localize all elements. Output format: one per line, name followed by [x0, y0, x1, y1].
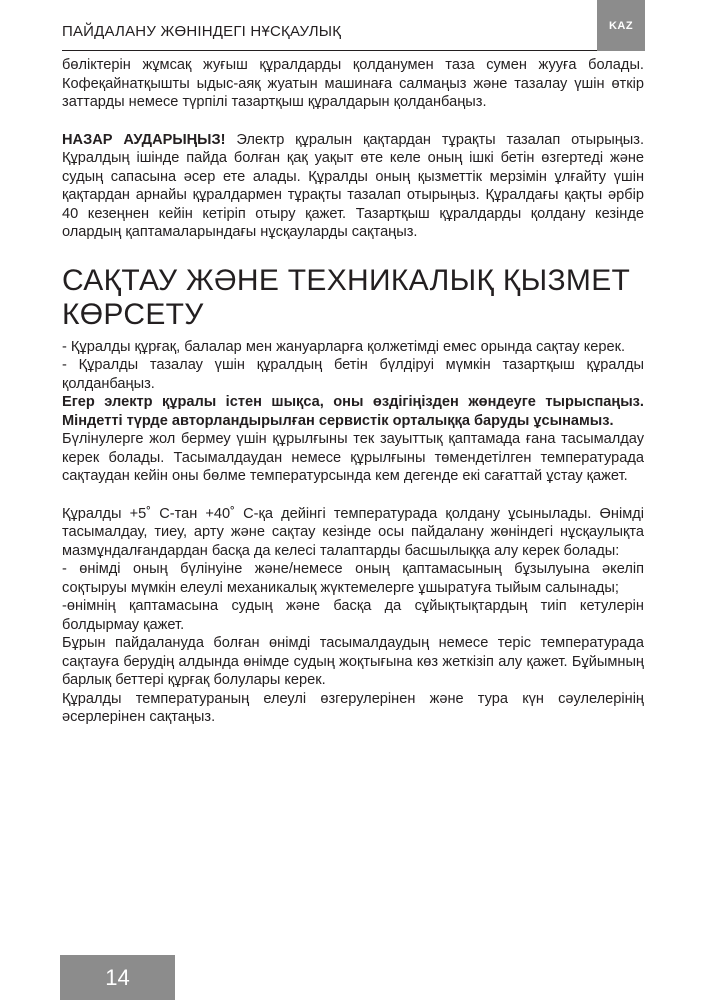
used-product-note: Бұрын пайдалануда болған өнімді тасымалдаудың немесе теріс температурада сақтауға берудің алдында өнімде судың жоқтығына көз жеткізіп алу қажет. Бұйымның барлық беттері құрғақ болулары керек. [62, 635, 644, 688]
language-tab: KAZ [597, 0, 645, 51]
requirement-2: -өнімнің қаптамасына судың және басқа да сұйықтықтардың тиіп кетулерін болдырмау қажет. [62, 598, 644, 633]
warning-label: НАЗАР АУДАРЫҢЫЗ! [62, 131, 226, 148]
repair-warning: Егер электр құралы істен шықса, оны өздігіңізден жөндеуге тырыспаңыз. Міндетті түрде авторландырылған сервистік орталыққа баруды ұсынамыз. [62, 394, 644, 429]
protection-note: Құралды температураның елеулі өзгерулерінен және тура күн сәулелерінің әсерлерінен сақтаңыз. [62, 690, 644, 725]
page-content [62, 56, 644, 727]
transport-paragraph: Бүлінулерге жол бермеу үшін құрылғыны тек зауыттық қаптамада ғана тасымалдау керек болады. Тасымалдаудан немесе құрылғыны төмендетілген температурада сақтаудан кейін оны бөлме температурсында кем дегенде екі сағаттай ұстау қажет. [62, 431, 644, 484]
temperature-paragraph: Құралды +5˚ С-тан +40˚ С-қа дейінгі температурада қолдану ұсынылады. Өнімді тасымалдау, тиеу, арту және сақтау кезінде осы пайдалану жөніндегі нұсқаулықта мазмұндалғандардан басқа да келесі талаптарды басшылыққа алу керек болады: [62, 505, 644, 559]
requirement-1: - өнімді оның бүлінуіне және/немесе оның қаптамасының бұзылуына әкеліп соқтыруы мүмкін елеулі механикалық жүктемелерге ұшыратуға тыйым салынады; [62, 561, 644, 596]
storage-item-1: - Құралды құрғақ, балалар мен жануарларға қолжетімді емес орында сақтау керек. [62, 338, 626, 355]
header-title: ПАЙДАЛАНУ ЖӨНІНДЕГІ НҰСҚАУЛЫҚ [62, 23, 342, 40]
section-title: САҚТАУ ЖӘНЕ ТЕХНИКАЛЫҚ ҚЫЗМЕТ КӨРСЕТУ [62, 263, 631, 331]
intro-paragraph: бөліктерін жұмсақ жуғыш құралдарды қолданумен таза сумен жууға болады. Кофеқайнатқышты ыдыс-аяқ жуатын машинаға салмаңыз және тазалау үшін өткір заттарды немесе түрпілі тазартқыш құралдарын қолданбаңыз. [62, 57, 644, 110]
warning-text: Электр құралын қақтардан тұрақты тазалап отырыңыз. Құралдың ішінде пайда болған қақ уақыт өте келе оның ішкі бетін өзгертеді және судың сапасына әсер ете алады. Құралды оның қызметтік мерзімін ұлғайту үшін қақтардан арнайы құралдармен тұрақты тазалап отырыңыз. Құралдағы қақты әрбір 40 кезеңнен кейін кетіріп отыру қажет. Тазартқыш құралдарды қолдану кезінде олардың қаптамаларындағы нұсқауларды сақтаңыз. [62, 131, 645, 240]
header-divider [62, 50, 644, 51]
page-number: 14 [60, 955, 175, 1000]
storage-item-2: - Құралды тазалау үшін құралдың бетін бүлдіруі мүмкін тазартқыш құралды қолданбаңыз. [62, 357, 644, 392]
warning-paragraph [62, 131, 644, 242]
